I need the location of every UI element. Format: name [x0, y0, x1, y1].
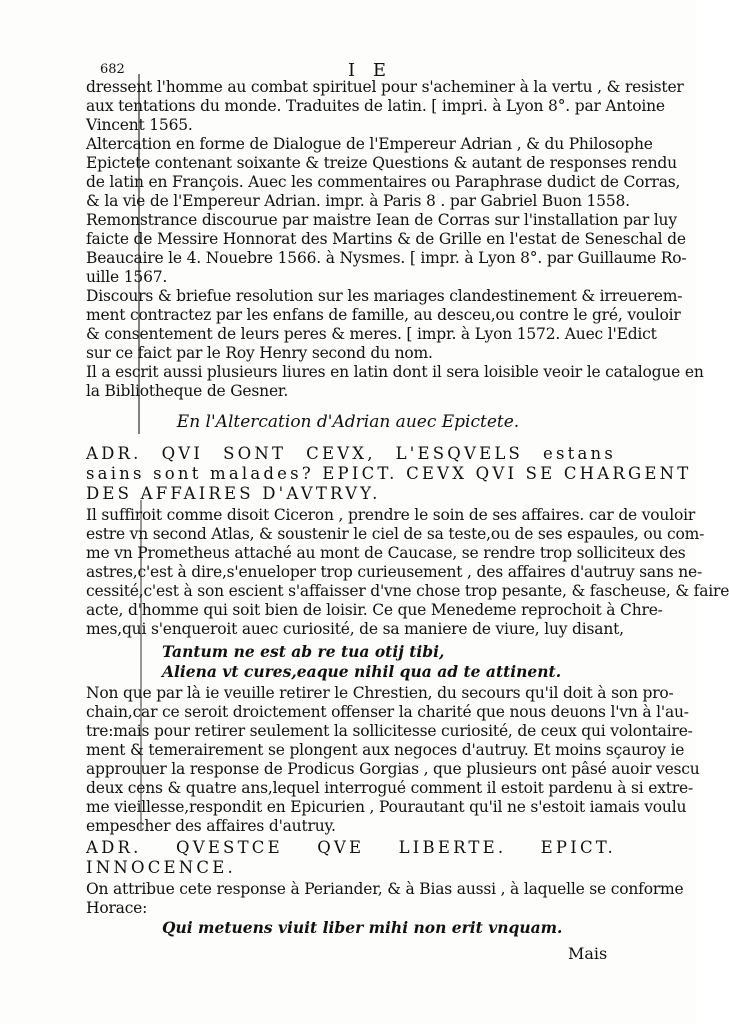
text-line: Vincent 1565.: [86, 116, 193, 134]
text-line: Epictete contenant soixante & treize Questions & autant de responses rendu: [86, 154, 677, 172]
text-line: tre:mais pour retirer seulement la sollicitesse curiosité, de ceux qui volontaire-: [86, 722, 693, 740]
text-line: me vieillesse,respondit en Epicurien , Pourautant qu'il ne s'estoit iamais voulu: [86, 798, 687, 816]
text-line: Beaucaire le 4. Nouebre 1566. à Nysmes. [ impr. à Lyon 8°. par Guillaume Ro-: [86, 249, 687, 267]
text-line: la Bibliotheque de Gesner.: [86, 382, 289, 400]
text-line: & consentement de leurs peres & meres. [ impr. à Lyon 1572. Auec l'Edict: [86, 325, 657, 343]
text-line: empescher des affaires d'autruy.: [86, 817, 336, 835]
text-line: Il suffiroit comme disoit Ciceron , prendre le soin de ses affaires. car de vouloir: [86, 506, 696, 524]
text-line: uille 1567.: [86, 268, 168, 286]
dialogue-line: ADR. QVESTCE QVE LIBERTE. EPICT.: [86, 838, 616, 857]
text-line: Discours & briefue resolution sur les mariages clandestinement & irreuerem-: [86, 287, 683, 305]
text-line: ment contractez par les enfans de famille, au desceu,ou contre le gré, vouloir: [86, 306, 681, 324]
latin-quote-line: Qui metuens viuit liber mihi non erit vnquam.: [162, 918, 563, 937]
text-line: Horace:: [86, 899, 148, 917]
text-line: deux cens & quatre ans,lequel interrogué comment il estoit pardenu à si extre-: [86, 779, 694, 797]
dialogue-line: INNOCENCE.: [86, 858, 236, 877]
text-line: de latin en François. Auec les commentaires ou Paraphrase dudict de Corras,: [86, 173, 681, 191]
text-line: dressent l'homme au combat spirituel pour s'acheminer à la vertu , & resister: [86, 78, 684, 96]
text-line: chain,car ce seroit droictement offenser la charité que nous deuons l'vn à l'au-: [86, 703, 689, 721]
text-line: estre vn second Atlas, & soustenir le ciel de sa teste,ou de ses espaules, ou com-: [86, 525, 705, 543]
dialogue-line: ADR. QVI SONT CEVX, L'ESQVELS estans: [86, 444, 616, 463]
page-number: 682: [100, 62, 125, 77]
text-line: Il a escrit aussi plusieurs liures en latin dont il sera loisible veoir le catalogue en: [86, 363, 704, 381]
text-line: me vn Prometheus attaché au mont de Caucase, se rendre trop solliciteux des: [86, 544, 686, 562]
text-line: faicte de Messire Honnorat des Martins & de Grille en l'estat de Seneschal de: [86, 230, 686, 248]
latin-quote-line: Tantum ne est ab re tua otij tibi,: [162, 642, 445, 661]
text-line: Remonstrance discourue par maistre Iean de Corras sur l'installation par luy: [86, 211, 677, 229]
text-line: cessité,c'est à son escient s'affaisser d'vne chose trop pesante, & fascheuse, & faire: [86, 582, 729, 600]
latin-quote-line: Aliena vt cures,eaque nihil qua ad te attinent.: [162, 662, 562, 681]
text-line: Non que par là ie veuille retirer le Chrestien, du secours qu'il doit à son pro-: [86, 684, 674, 702]
text-line: mes,qui s'enqueroit auec curiosité, de sa maniere de viure, luy disant,: [86, 620, 624, 638]
catchword: Mais: [568, 944, 608, 963]
dialogue-line: DES AFFAIRES D'AVTRVY.: [86, 484, 381, 503]
text-line: astres,c'est à dire,s'enueloper trop curieusement , des affaires d'autruy sans ne-: [86, 563, 703, 581]
text-line: sur ce faict par le Roy Henry second du nom.: [86, 344, 433, 362]
dialogue-line: sains sont malades? EPICT. CEVX QVI SE CHARGENT: [86, 464, 692, 483]
text-line: & la vie de l'Empereur Adrian. impr. à Paris 8 . par Gabriel Buon 1558.: [86, 192, 630, 210]
text-line: ment & temerairement se plongent aux negoces d'autruy. Et moins sçauroy ie: [86, 741, 685, 759]
running-title: I E: [348, 60, 392, 81]
text-line: acte, d'homme qui soit bien de loisir. Ce que Menedeme reprochoit à Chre-: [86, 601, 663, 619]
text-line: aux tentations du monde. Traduites de latin. [ impri. à Lyon 8°. par Antoine: [86, 97, 665, 115]
text-line: On attribue cete response à Periander, & à Bias aussi , à laquelle se conforme: [86, 880, 684, 898]
text-line: Altercation en forme de Dialogue de l'Empereur Adrian , & du Philosophe: [86, 135, 653, 153]
section-heading: En l'Altercation d'Adrian auec Epictete.: [176, 412, 520, 432]
text-line: approuuer la response de Prodicus Gorgias , que plusieurs ont pâsé auoir vescu: [86, 760, 700, 778]
